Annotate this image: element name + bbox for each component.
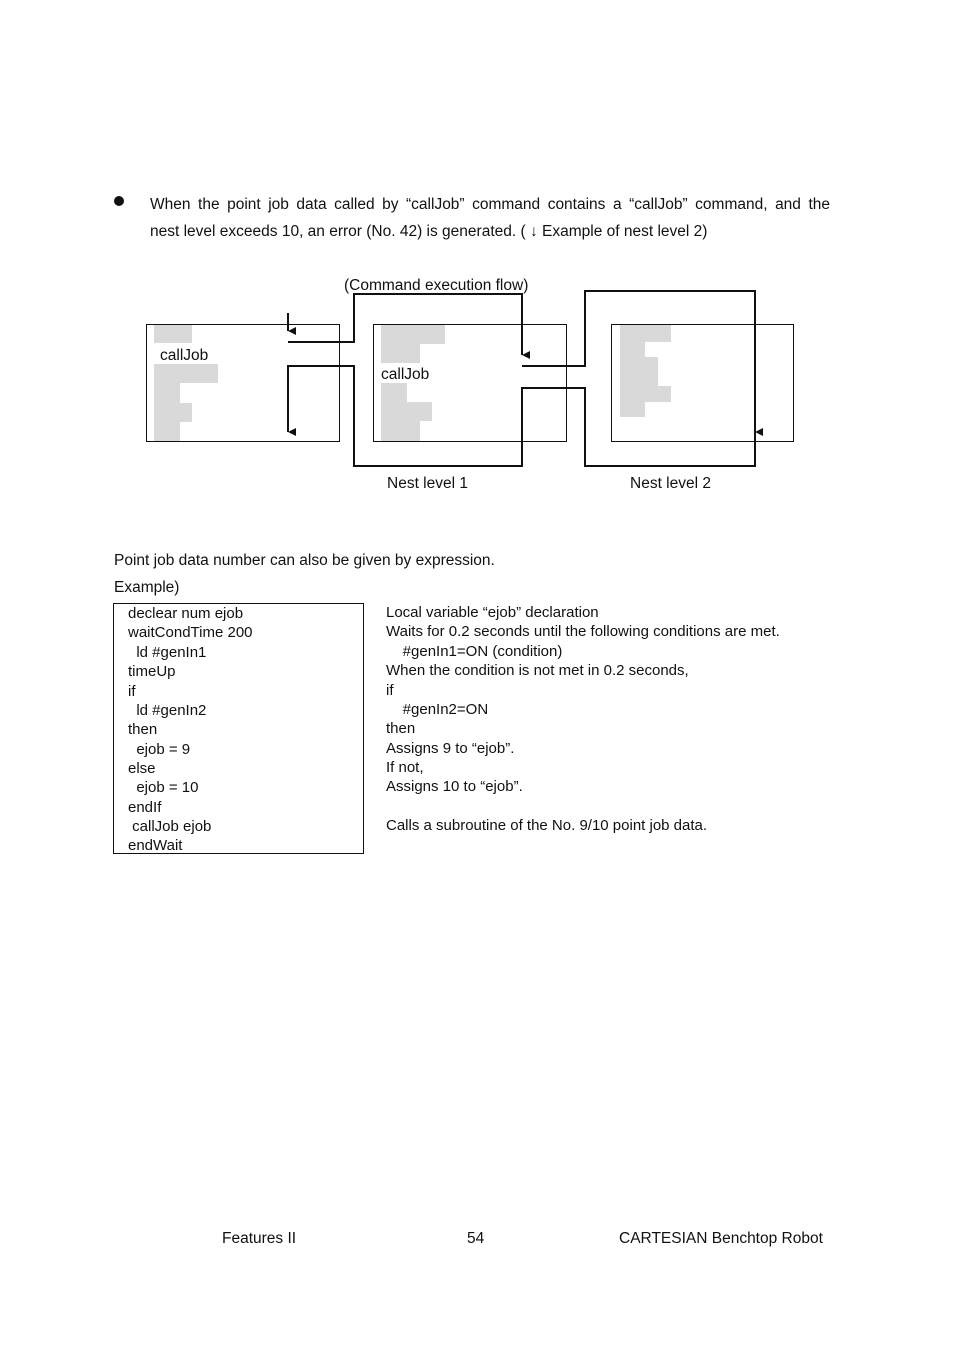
description-line: When the condition is not met in 0.2 seconds, [386, 662, 689, 679]
code-line: timeUp [128, 663, 176, 680]
code-line: endIf [128, 799, 162, 816]
code-line: if [128, 683, 136, 700]
code-line: waitCondTime 200 [128, 624, 253, 641]
footer-product-name: CARTESIAN Benchtop Robot [619, 1230, 823, 1247]
description-line: Calls a subroutine of the No. 9/10 point job data. [386, 817, 708, 834]
code-line: declear num ejob [128, 605, 244, 622]
flow-label: (Command execution flow) [344, 277, 529, 294]
footer-section-title: Features II [222, 1230, 297, 1247]
intro-text: Point job data number can also be given by expression. [114, 552, 495, 569]
description-line: Assigns 10 to “ejob”. [386, 778, 523, 795]
code-line: then [128, 721, 158, 738]
example-label: Example) [114, 579, 180, 596]
job-box-3 [612, 325, 794, 442]
calljob-label-1: callJob [160, 347, 209, 364]
description-line: Waits for 0.2 seconds until the following conditions are met. [386, 623, 780, 640]
bullet-line-2: nest level exceeds 10, an error (No. 42) is generated. ( ↓ Example of nest level 2) [150, 223, 708, 240]
bullet-dot [114, 196, 124, 206]
description-line: Local variable “ejob” declaration [386, 604, 599, 621]
code-line: callJob ejob [128, 818, 212, 835]
code-line: ld #genIn1 [128, 644, 207, 661]
description-line: #genIn2=ON [386, 701, 489, 718]
code-line: endWait [128, 837, 183, 854]
code-line: ejob = 10 [128, 779, 199, 796]
code-line: else [128, 760, 156, 777]
footer-page-number: 54 [467, 1230, 485, 1247]
bullet-paragraph [150, 191, 830, 245]
code-box [113, 603, 364, 854]
description-line: if [386, 682, 394, 699]
nest-level-2-label: Nest level 2 [630, 475, 711, 492]
code-line: ld #genIn2 [128, 702, 207, 719]
description-line: #genIn1=ON (condition) [386, 643, 563, 660]
nest-level-diagram [0, 260, 954, 510]
description-line: Assigns 9 to “ejob”. [386, 740, 515, 757]
description-line: If not, [386, 759, 424, 776]
bullet-line-1: When the point job data called by “callJob” command contains a “callJob” command, and the [150, 196, 830, 213]
job-box-2 [374, 325, 567, 442]
calljob-label-2: callJob [381, 366, 430, 383]
code-line: ejob = 9 [128, 741, 191, 758]
nest-level-1-label: Nest level 1 [387, 475, 468, 492]
description-line: then [386, 720, 416, 737]
